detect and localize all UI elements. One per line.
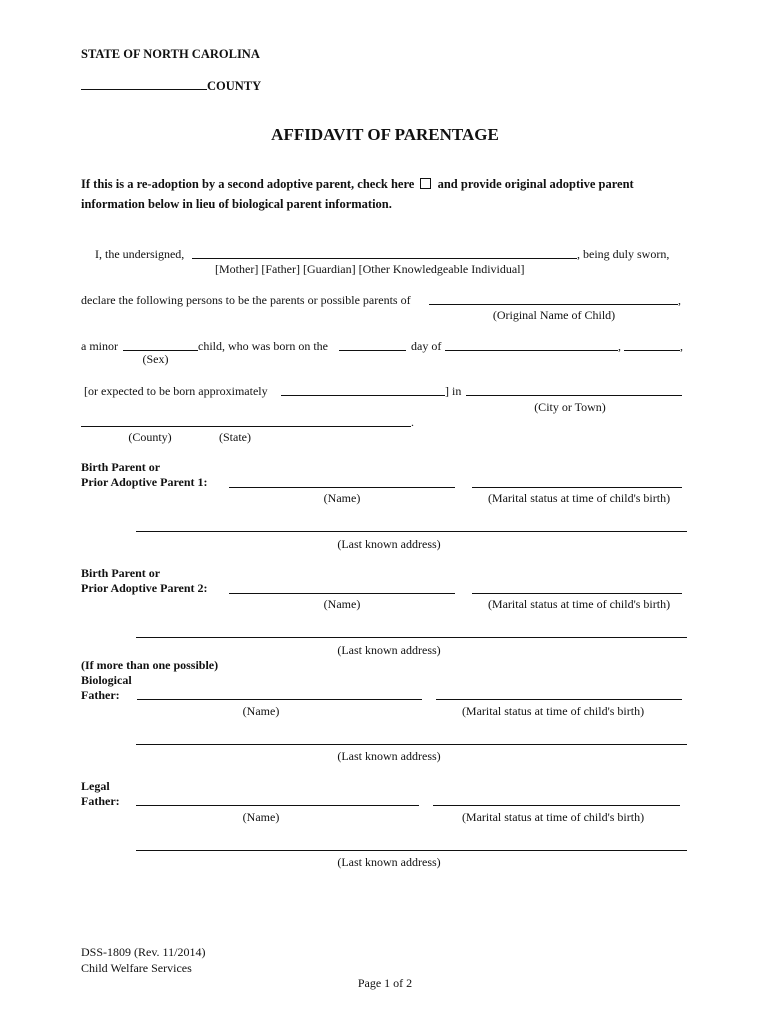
document-title: AFFIDAVIT OF PARENTAGE (271, 125, 499, 144)
city-field[interactable] (466, 395, 682, 396)
birth-day-field[interactable] (339, 350, 406, 351)
legal-father-name-caption: (Name) (242, 810, 280, 824)
child-born-text: child, who was born on the (198, 339, 328, 353)
in-text: ] in (445, 384, 462, 398)
city-caption: (City or Town) (534, 400, 606, 414)
form-number: DSS-1809 (Rev. 11/2014) (81, 945, 206, 959)
legal-father-label-line1: Legal (81, 779, 110, 793)
legal-father-name-field[interactable] (136, 805, 419, 806)
legal-father-marital-caption: (Marital status at time of child's birth) (461, 810, 645, 824)
parent2-label-line2: Prior Adoptive Parent 2: (81, 581, 208, 595)
instruction-part1: If this is a re-adoption by a second adoptive parent, check here (81, 177, 415, 191)
parent1-name-caption: (Name) (323, 491, 361, 505)
parent2-marital-caption: (Marital status at time of child's birth) (487, 597, 671, 611)
instruction-part2: and provide original adoptive parent information below in lieu of biological parent information. (81, 177, 634, 211)
county-heading (81, 79, 261, 93)
expected-text: [or expected to be born approximately (84, 384, 268, 398)
child-sex-field[interactable] (123, 350, 198, 351)
duly-sworn-text: , being duly sworn, (577, 247, 670, 261)
child-name-caption: (Original Name of Child) (492, 308, 616, 322)
legal-father-address-caption: (Last known address) (337, 855, 441, 869)
location-period: . (411, 415, 414, 429)
bio-father-address-caption: (Last known address) (337, 749, 441, 763)
parent2-address-caption: (Last known address) (337, 643, 441, 657)
declare-text: declare the following persons to be the parents or possible parents of (81, 293, 411, 307)
readoption-instruction (81, 174, 691, 214)
legal-father-address-field[interactable] (136, 850, 687, 851)
child-name-field[interactable] (429, 304, 678, 305)
day-of-text: day of (411, 339, 442, 353)
legal-father-marital-field[interactable] (433, 805, 680, 806)
state-heading: STATE OF NORTH CAROLINA (81, 47, 260, 61)
bio-father-label-line3: Father: (81, 688, 120, 702)
bio-father-label-line1: (If more than one possible) (81, 658, 219, 672)
bio-father-label-line2: Biological (81, 673, 132, 687)
expected-date-field[interactable] (281, 395, 445, 396)
bio-father-name-caption: (Name) (242, 704, 280, 718)
bio-father-address-field[interactable] (136, 744, 687, 745)
department-name: Child Welfare Services (81, 961, 192, 975)
bio-father-name-field[interactable] (137, 699, 422, 700)
birth-year-field[interactable] (624, 350, 680, 351)
declare-comma: , (678, 293, 681, 307)
parent2-name-caption: (Name) (323, 597, 361, 611)
county-caption: (County) (128, 430, 172, 444)
parent2-address-field[interactable] (136, 637, 687, 638)
parent1-name-field[interactable] (229, 487, 455, 488)
parent1-label-line1: Birth Parent or (81, 460, 161, 474)
readoption-checkbox[interactable] (420, 178, 431, 189)
date-end-comma: , (680, 339, 683, 353)
date-comma: , (618, 339, 621, 353)
birth-month-field[interactable] (445, 350, 618, 351)
county-label: COUNTY (207, 79, 262, 93)
parent1-label-line2: Prior Adoptive Parent 1: (81, 475, 208, 489)
county-name-field[interactable] (81, 79, 207, 90)
parent2-marital-field[interactable] (472, 593, 682, 594)
page-number: Page 1 of 2 (357, 976, 413, 990)
minor-prefix: a minor (81, 339, 118, 353)
parent2-label-line1: Birth Parent or (81, 566, 161, 580)
parent1-address-field[interactable] (136, 531, 687, 532)
sex-caption: (Sex) (142, 352, 169, 366)
state-caption: (State) (219, 430, 251, 444)
parent2-name-field[interactable] (229, 593, 455, 594)
legal-father-label-line2: Father: (81, 794, 120, 808)
undersigned-name-field[interactable] (192, 258, 577, 259)
parent1-address-caption: (Last known address) (337, 537, 441, 551)
parent1-marital-field[interactable] (472, 487, 682, 488)
undersigned-prefix: I, the undersigned, (95, 247, 185, 261)
bio-father-marital-field[interactable] (436, 699, 682, 700)
county-state-field[interactable] (81, 426, 411, 427)
parent1-marital-caption: (Marital status at time of child's birth) (487, 491, 671, 505)
bio-father-marital-caption: (Marital status at time of child's birth) (461, 704, 645, 718)
undersigned-role-caption: [Mother] [Father] [Guardian] [Other Knowledgeable Individual] (215, 262, 525, 276)
